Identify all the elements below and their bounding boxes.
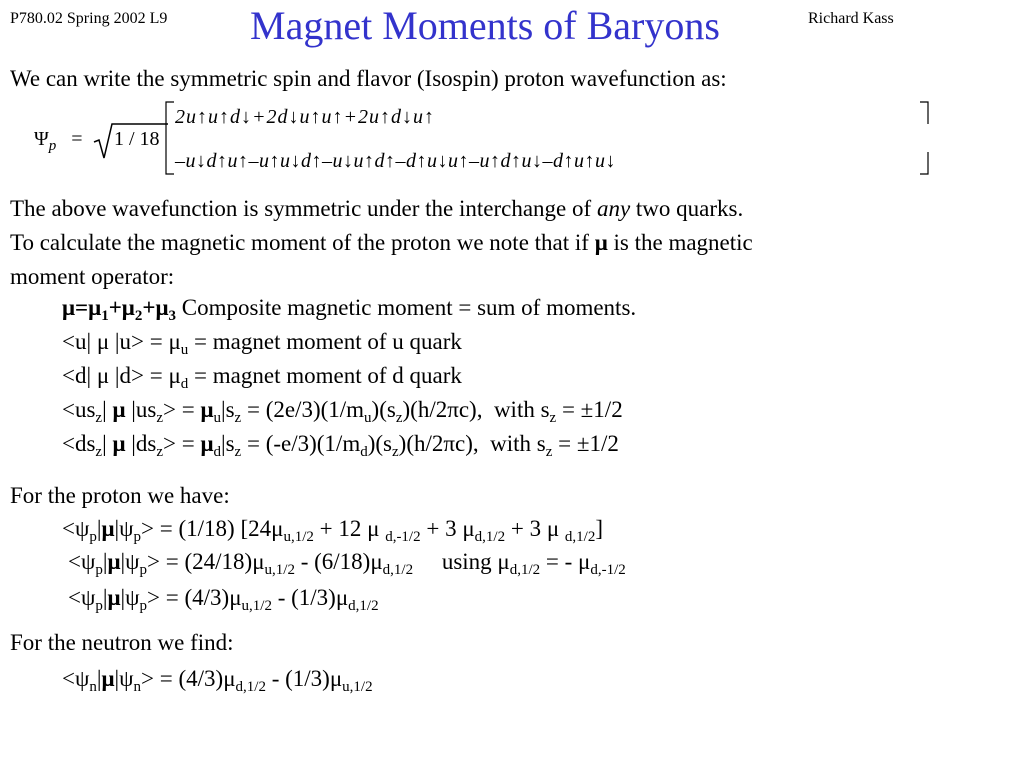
us-z-line: $<us_z|$ μ $|us_z> = \mu_u|s_z = (2e/3)(1/m_u)(s_z)(h/2\pi c)$, with $s_z = \pm 1/2$ — [62, 397, 623, 426]
calc-text-line-2: moment operator: — [10, 264, 175, 289]
symmetric-text: The above wavefunction is symmetric under the interchange of any two quarks. — [10, 196, 744, 221]
proton-intro: For the proton we have: — [10, 483, 230, 508]
equation-row-1: 2u↑u↑d↓+2d↓u↑u↑+2u↑d↓u↑ — [175, 106, 435, 128]
ds-z-line: $<ds_z|$ μ $|ds_z> = \mu_d|s_z = (-e/3)(1/m_d)(s_z)(h/2\pi c)$, with $s_z = \pm 1/2$ — [62, 431, 619, 460]
neutron-intro: For the neutron we find: — [10, 630, 234, 655]
u-quark-line: <u| μ $|u> = \mu_u$ = magnet moment of u quark — [62, 329, 462, 358]
psi-symbol: $\Psi_p$ = — [34, 128, 83, 154]
equation-row-2: –u↓d↑u↑–u↑u↓d↑–u↓u↑d↑–d↑u↓u↑–u↑d↑u↓–d↑u↑u↓ — [175, 150, 616, 172]
proton-line-2: $<\psi_p|\mu|\psi_p> = (24/18)\mu_{u,1/2} - (6/18)\mu_{d,1/2}$ using $\mu_{d,1/2}$ = - $\mu_{d,-1/2}$ — [68, 549, 626, 578]
author-name: Richard Kass — [808, 10, 894, 27]
proton-line-1: $<\psi_p|\mu|\psi_p> = (1/18) [24\mu_{u,1/2} + 12$ μ $_{d,-1/2}$ + 3 $\mu_{d,1/2} + 3$ μ $_{d,1/2}$] — [62, 516, 603, 545]
d-quark-line: <d| μ $|d> = \mu_d$ = magnet moment of d quark — [62, 363, 462, 392]
intro-text: We can write the symmetric spin and flavor (Isospin) proton wavefunction as: — [10, 66, 727, 91]
slide-label: P780.02 Spring 2002 L9 — [10, 10, 168, 27]
composite-moment-line: $\mu=\mu_1+\mu_2+\mu_3$ Composite magnetic moment = sum of moments. — [62, 295, 637, 324]
calc-text-line-1: To calculate the magnetic moment of the proton we note that if μ is the magnetic — [10, 230, 753, 255]
proton-line-3: $<\psi_p|\mu|\psi_p> = (4/3)\mu_{u,1/2} - (1/3)\mu_{d,1/2}$ — [68, 585, 379, 614]
neutron-line: $<\psi_n|\mu|\psi_n> = (4/3)\mu_{d,1/2} - (1/3)\mu_{u,1/2}$ — [62, 666, 373, 695]
page-title: Magnet Moments of Baryons — [250, 3, 720, 48]
coefficient: 1 / 18 — [114, 128, 160, 150]
